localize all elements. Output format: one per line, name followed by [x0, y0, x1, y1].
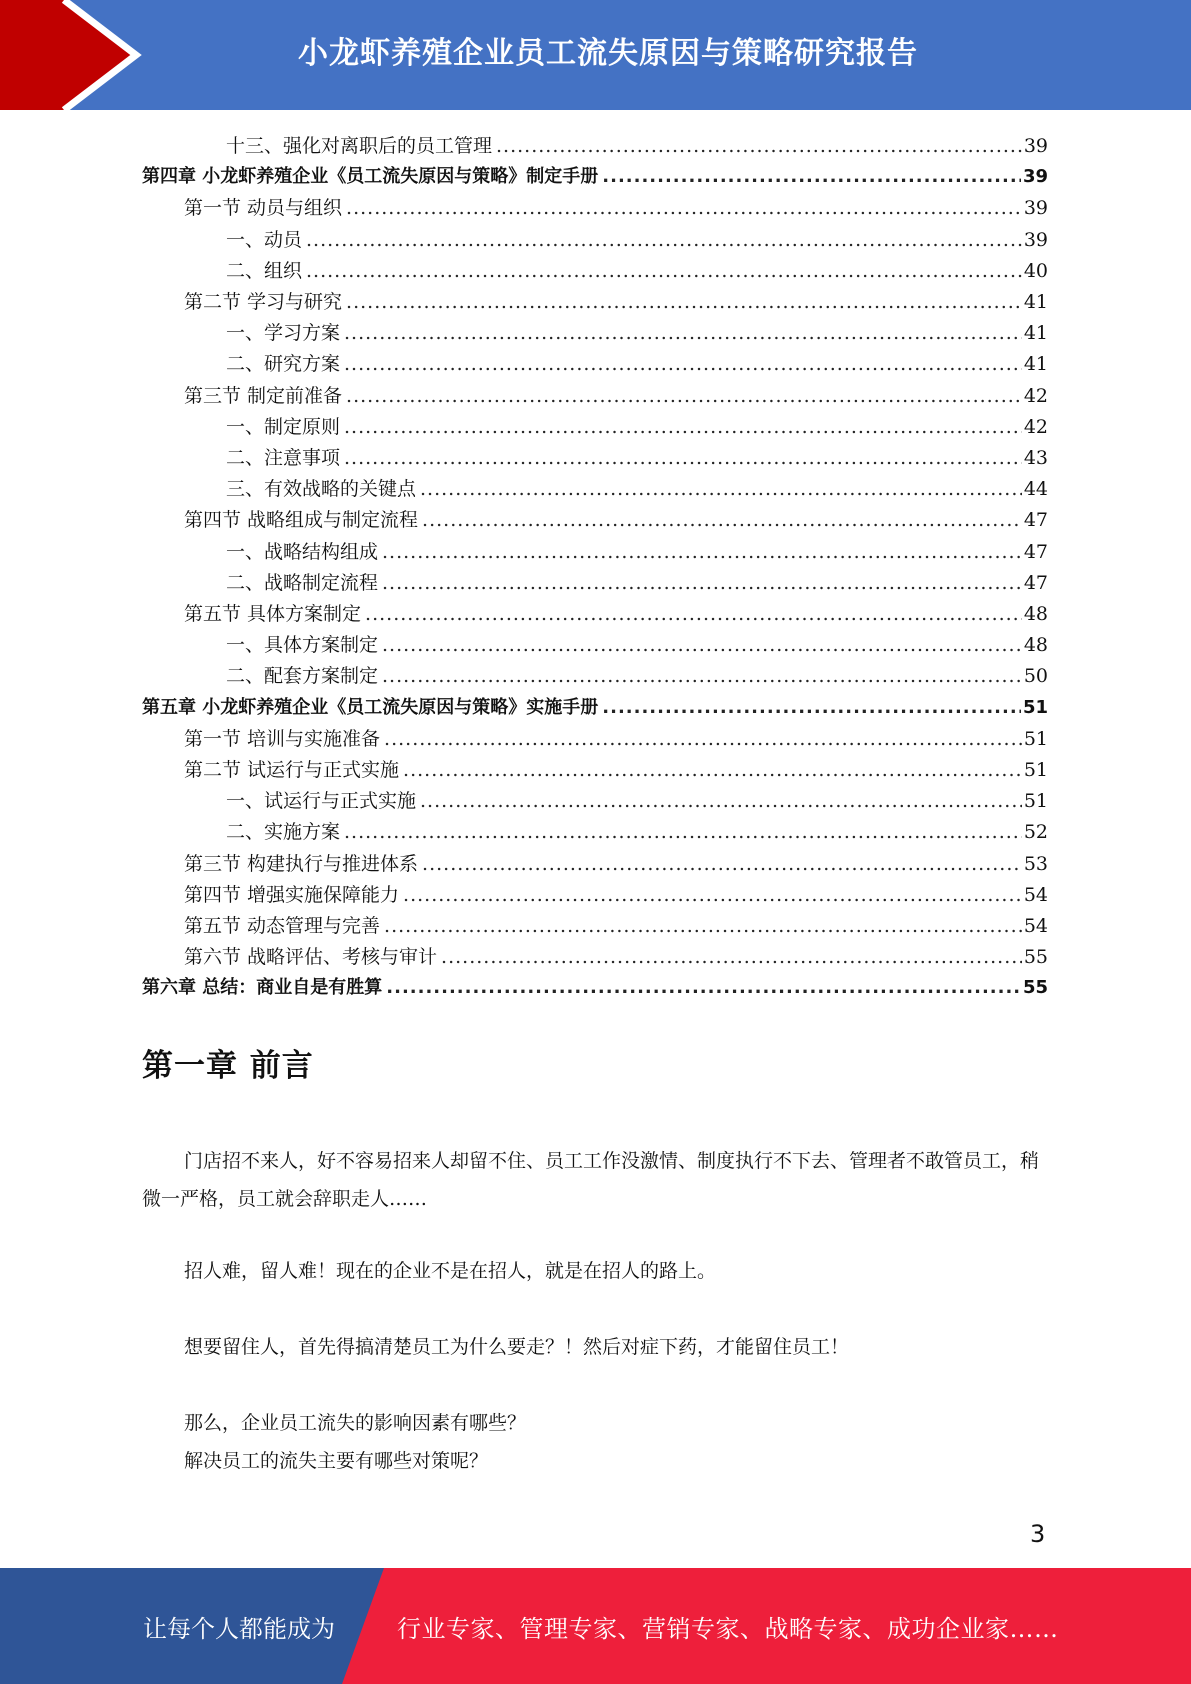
toc-entry[interactable]: [226, 657, 1048, 688]
toc-entry-page: 39: [1022, 166, 1048, 188]
toc-entry-page: 41: [1023, 322, 1048, 345]
toc-entry-title: 一、战略结构组成: [226, 540, 379, 563]
toc-leader-dots: [441, 945, 1022, 969]
toc-leader-dots: [346, 290, 1022, 314]
footer-band: [0, 1568, 1191, 1684]
toc-entry-title: 十三、强化对离职后的员工管理: [226, 135, 493, 157]
toc-entry[interactable]: [226, 127, 1048, 158]
toc-leader-dots: [602, 165, 1021, 189]
toc-entry-title: 二、研究方案: [226, 353, 341, 376]
toc-leader-dots: [382, 571, 1022, 595]
paragraph-4: 那么，企业员工流失的影响因素有哪些？: [184, 1412, 527, 1434]
toc-entry[interactable]: [226, 252, 1048, 283]
toc-leader-dots: [382, 664, 1022, 688]
toc-entry[interactable]: [142, 158, 1048, 189]
paragraph-2: 招人难，留人难！现在的企业不是在招人，就是在招人的路上。: [184, 1260, 717, 1282]
toc-leader-dots: [344, 415, 1022, 439]
toc-entry-page: 47: [1023, 540, 1048, 563]
toc-entry-page: 41: [1023, 291, 1048, 313]
toc-entry-title: 第二节 学习与研究: [184, 291, 343, 313]
footer-slogan-right: 行业专家、管理专家、营销专家、战略专家、成功企业家……: [397, 1614, 1059, 1643]
toc-entry[interactable]: [142, 689, 1048, 720]
toc-entry[interactable]: [226, 813, 1048, 844]
toc-entry-title: 一、学习方案: [226, 322, 341, 345]
toc-leader-dots: [420, 477, 1022, 501]
toc-entry[interactable]: [226, 564, 1048, 595]
page-number: 3: [1030, 1520, 1046, 1548]
toc-entry-title: 第五章 小龙虾养殖企业《员工流失原因与策略》实施手册: [142, 696, 599, 718]
toc-entry-page: 39: [1023, 135, 1048, 157]
toc-entry[interactable]: [142, 969, 1048, 1000]
toc-entry-page: 41: [1023, 353, 1048, 376]
toc-entry-title: 第一节 动员与组织: [184, 197, 343, 220]
toc-entry-title: 三、有效战略的关键点: [226, 478, 417, 501]
toc-entry[interactable]: [184, 720, 1048, 751]
toc-entry-title: 第二节 试运行与正式实施: [184, 759, 400, 781]
toc-entry-page: 51: [1023, 759, 1048, 781]
toc-entry-page: 51: [1023, 790, 1048, 813]
toc-entry-title: 第五节 动态管理与完善: [184, 915, 381, 937]
header-band: [0, 0, 1191, 110]
toc-leader-dots: [386, 976, 1021, 1000]
toc-entry-title: 一、动员: [226, 228, 303, 251]
toc-entry-page: 54: [1023, 883, 1048, 906]
toc-entry-title: 二、实施方案: [226, 821, 341, 844]
toc-entry-page: 47: [1023, 571, 1048, 594]
toc-entry-page: 42: [1023, 415, 1048, 438]
toc-entry-page: 51: [1022, 696, 1048, 718]
toc-entry-page: 52: [1023, 821, 1048, 844]
toc-leader-dots: [344, 321, 1022, 345]
toc-entry[interactable]: [226, 782, 1048, 813]
toc-leader-dots: [384, 727, 1022, 751]
toc-entry-page: 55: [1023, 946, 1048, 969]
toc-leader-dots: [344, 352, 1022, 376]
chapter-heading: 第一章 前言: [142, 1048, 314, 1084]
toc-entry-title: 第六节 战略评估、考核与审计: [184, 946, 438, 969]
toc-leader-dots: [382, 633, 1022, 657]
toc-entry[interactable]: [184, 501, 1048, 532]
toc-entry[interactable]: [226, 533, 1048, 564]
toc-entry[interactable]: [226, 345, 1048, 376]
toc-entry-title: 二、注意事项: [226, 447, 341, 469]
toc-entry[interactable]: [226, 314, 1048, 345]
toc-entry[interactable]: [184, 907, 1048, 938]
toc-entry-title: 二、战略制定流程: [226, 571, 379, 594]
toc-entry-title: 二、配套方案制定: [226, 665, 379, 688]
toc-leader-dots: [384, 914, 1022, 938]
toc-entry-page: 43: [1023, 447, 1048, 469]
toc-entry-title: 第一节 培训与实施准备: [184, 727, 381, 750]
toc-entry[interactable]: [184, 189, 1048, 220]
toc-entry[interactable]: [184, 751, 1048, 782]
toc-entry-page: 47: [1023, 509, 1048, 532]
toc-entry-title: 一、制定原则: [226, 415, 341, 438]
toc-entry[interactable]: [226, 470, 1048, 501]
toc-entry[interactable]: [184, 283, 1048, 314]
toc-leader-dots: [403, 758, 1022, 782]
toc-entry-page: 51: [1023, 727, 1048, 750]
toc-leader-dots: [344, 446, 1022, 470]
toc-leader-dots: [346, 196, 1022, 220]
paragraph-3: 想要留住人，首先得搞清楚员工为什么要走？！然后对症下药，才能留住员工！: [184, 1336, 850, 1358]
toc-entry-page: 54: [1023, 915, 1048, 937]
toc-entry-page: 42: [1023, 384, 1048, 407]
toc-entry-title: 第五节 具体方案制定: [184, 603, 362, 625]
toc-leader-dots: [344, 820, 1022, 844]
toc-entry-title: 第四节 战略组成与制定流程: [184, 509, 419, 532]
toc-entry-title: 二、组织: [226, 259, 303, 282]
toc-entry[interactable]: [226, 626, 1048, 657]
toc-leader-dots: [365, 602, 1022, 626]
toc-leader-dots: [346, 384, 1022, 408]
toc-entry-title: 一、具体方案制定: [226, 634, 379, 657]
toc-entry-page: 48: [1023, 634, 1048, 657]
toc-leader-dots: [422, 508, 1022, 532]
toc-entry-page: 40: [1023, 259, 1048, 282]
toc-entry-page: 39: [1023, 228, 1048, 251]
toc-leader-dots: [422, 852, 1022, 876]
toc-entry-title: 第三节 制定前准备: [184, 384, 343, 407]
toc-entry[interactable]: [226, 221, 1048, 252]
toc-leader-dots: [306, 259, 1022, 283]
toc-leader-dots: [496, 134, 1022, 158]
toc-entry[interactable]: [184, 377, 1048, 408]
toc-entry-page: 44: [1023, 478, 1048, 501]
toc-entry-title: 第六章 总结：商业自是有胜算: [142, 977, 383, 999]
document-title: 小龙虾养殖企业员工流失原因与策略研究报告: [298, 36, 918, 71]
toc-entry-page: 48: [1023, 603, 1048, 625]
toc-entry-title: 第四章 小龙虾养殖企业《员工流失原因与策略》制定手册: [142, 166, 599, 188]
toc-entry-page: 50: [1023, 665, 1048, 688]
toc-leader-dots: [306, 228, 1022, 252]
toc-entry[interactable]: [226, 439, 1048, 470]
toc-entry[interactable]: [184, 876, 1048, 907]
paragraph-5: 解决员工的流失主要有哪些对策呢？: [184, 1450, 489, 1472]
toc-entry-title: 第四节 增强实施保障能力: [184, 883, 400, 906]
toc-leader-dots: [420, 789, 1022, 813]
toc-leader-dots: [382, 540, 1022, 564]
toc-entry[interactable]: [184, 845, 1048, 876]
toc-leader-dots: [602, 696, 1021, 720]
toc-leader-dots: [403, 883, 1022, 907]
toc-entry[interactable]: [184, 595, 1048, 626]
toc-entry-title: 第三节 构建执行与推进体系: [184, 852, 419, 875]
toc-entry-page: 55: [1022, 977, 1048, 999]
footer-slogan-left: 让每个人都能成为: [143, 1614, 335, 1643]
toc-entry-title: 一、试运行与正式实施: [226, 790, 417, 813]
toc-entry-page: 39: [1023, 197, 1048, 220]
toc-entry[interactable]: [226, 408, 1048, 439]
toc-entry[interactable]: [184, 938, 1048, 969]
paragraph-1: 门店招不来人，好不容易招来人却留不住、员工工作没激情、制度执行不下去、管理者不敢管员工，稍微一严格，员工就会辞职走人……: [142, 1150, 1040, 1210]
toc-entry-page: 53: [1023, 852, 1048, 875]
